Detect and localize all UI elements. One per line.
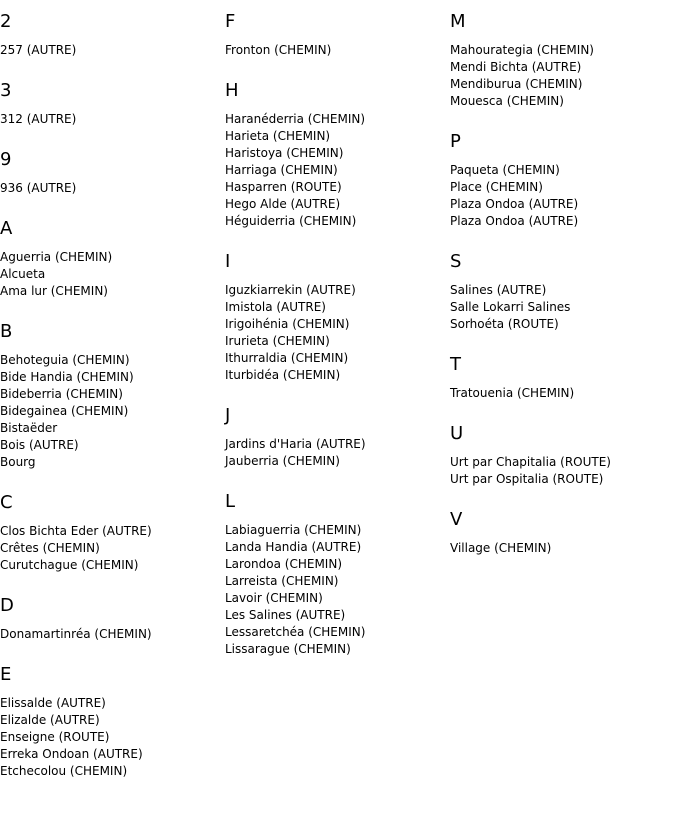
letter-group: [450, 131, 675, 230]
street-item[interactable]: Landa Handia (AUTRE): [225, 540, 362, 554]
street-list: [0, 352, 225, 471]
letter-heading: D: [0, 595, 14, 616]
letter-heading: P: [450, 131, 461, 152]
street-item[interactable]: Mahourategia (CHEMIN): [450, 43, 594, 57]
letter-heading: T: [450, 354, 461, 375]
street-item[interactable]: Ithurraldia (CHEMIN): [225, 351, 349, 365]
street-item[interactable]: Bidegainea (CHEMIN): [0, 404, 129, 418]
street-item[interactable]: Elissalde (AUTRE): [0, 696, 106, 710]
index-column: [450, 0, 675, 557]
street-item[interactable]: Village (CHEMIN): [450, 541, 552, 555]
street-list: [225, 436, 450, 470]
street-item[interactable]: Mendi Bichta (AUTRE): [450, 60, 582, 74]
street-list: [0, 180, 225, 197]
street-item[interactable]: Larreista (CHEMIN): [225, 574, 339, 588]
street-item[interactable]: Salines (AUTRE): [450, 283, 547, 297]
street-item[interactable]: Fronton (CHEMIN): [225, 43, 332, 57]
letter-heading: F: [225, 11, 236, 32]
letter-group: [225, 80, 450, 230]
index-column: [225, 0, 450, 658]
street-item[interactable]: Alcueta: [0, 267, 46, 281]
letter-group: [0, 321, 225, 471]
street-item[interactable]: Hasparren (ROUTE): [225, 180, 342, 194]
letter-group: [0, 664, 225, 780]
street-item[interactable]: Lavoir (CHEMIN): [225, 591, 323, 605]
letter-group: [225, 11, 450, 59]
street-list: [0, 695, 225, 780]
street-list: [450, 162, 675, 230]
street-item[interactable]: Paqueta (CHEMIN): [450, 163, 560, 177]
street-item[interactable]: Haranéderria (CHEMIN): [225, 112, 366, 126]
street-item[interactable]: Mendiburua (CHEMIN): [450, 77, 583, 91]
letter-group: [225, 405, 450, 470]
street-item[interactable]: Lissarague (CHEMIN): [225, 642, 351, 656]
street-item[interactable]: Aguerria (CHEMIN): [0, 250, 113, 264]
street-item[interactable]: Bourg: [0, 455, 36, 469]
letter-group: [450, 11, 675, 110]
street-item[interactable]: Urt par Chapitalia (ROUTE): [450, 455, 611, 469]
letter-heading: 9: [0, 149, 12, 170]
street-item[interactable]: Mouesca (CHEMIN): [450, 94, 564, 108]
letter-heading: M: [450, 11, 466, 32]
street-item[interactable]: Iguzkiarrekin (AUTRE): [225, 283, 356, 297]
letter-group: [225, 491, 450, 658]
letter-heading: 3: [0, 80, 12, 101]
street-item[interactable]: Crêtes (CHEMIN): [0, 541, 100, 555]
index-column: [0, 0, 225, 780]
street-item[interactable]: Jardins d'Haria (AUTRE): [225, 437, 366, 451]
street-item[interactable]: Larondoa (CHEMIN): [225, 557, 342, 571]
letter-group: [0, 149, 225, 197]
street-list: [225, 111, 450, 230]
letter-group: [0, 80, 225, 128]
street-item[interactable]: Etchecolou (CHEMIN): [0, 764, 128, 778]
street-item[interactable]: Erreka Ondoan (AUTRE): [0, 747, 143, 761]
street-item[interactable]: Tratouenia (CHEMIN): [450, 386, 575, 400]
street-item[interactable]: Bideberria (CHEMIN): [0, 387, 123, 401]
letter-group: [0, 218, 225, 300]
street-item[interactable]: Ama lur (CHEMIN): [0, 284, 108, 298]
letter-heading: I: [225, 251, 231, 272]
street-item[interactable]: Behoteguia (CHEMIN): [0, 353, 130, 367]
street-item[interactable]: Irigoihénia (CHEMIN): [225, 317, 350, 331]
letter-group: [450, 251, 675, 333]
street-list: [0, 523, 225, 574]
street-item[interactable]: Bois (AUTRE): [0, 438, 79, 452]
street-list: [0, 42, 225, 59]
street-item[interactable]: 257 (AUTRE): [0, 43, 77, 57]
street-list: [225, 282, 450, 384]
street-item[interactable]: Harieta (CHEMIN): [225, 129, 331, 143]
street-item[interactable]: Labiaguerria (CHEMIN): [225, 523, 362, 537]
street-item[interactable]: Haristoya (CHEMIN): [225, 146, 344, 160]
street-item[interactable]: Bide Handia (CHEMIN): [0, 370, 134, 384]
letter-heading: C: [0, 492, 13, 513]
letter-group: [0, 595, 225, 643]
street-item[interactable]: Donamartinréa (CHEMIN): [0, 627, 152, 641]
street-list: [0, 249, 225, 300]
street-item[interactable]: Les Salines (AUTRE): [225, 608, 346, 622]
letter-group: [450, 354, 675, 402]
street-item[interactable]: Curutchague (CHEMIN): [0, 558, 139, 572]
street-item[interactable]: Héguiderria (CHEMIN): [225, 214, 357, 228]
street-item[interactable]: Iturbidéa (CHEMIN): [225, 368, 341, 382]
street-item[interactable]: Jauberria (CHEMIN): [225, 454, 340, 468]
letter-group: [225, 251, 450, 384]
street-list: [225, 42, 450, 59]
letter-heading: B: [0, 321, 13, 342]
street-list: [225, 522, 450, 658]
street-item[interactable]: Sorhoéta (ROUTE): [450, 317, 559, 331]
street-item[interactable]: Harriaga (CHEMIN): [225, 163, 338, 177]
street-item[interactable]: Irurieta (CHEMIN): [225, 334, 330, 348]
letter-heading: E: [0, 664, 12, 685]
letter-heading: L: [225, 491, 236, 512]
letter-group: [0, 11, 225, 59]
letter-heading: U: [450, 423, 464, 444]
street-item[interactable]: Plaza Ondoa (AUTRE): [450, 197, 579, 211]
letter-heading: S: [450, 251, 462, 272]
street-item[interactable]: Elizalde (AUTRE): [0, 713, 100, 727]
letter-group: [450, 423, 675, 488]
street-item[interactable]: Bistaëder: [0, 421, 58, 435]
letter-group: [450, 509, 675, 557]
street-list: [450, 282, 675, 333]
street-list: [450, 42, 675, 110]
street-item[interactable]: Enseigne (ROUTE): [0, 730, 110, 744]
street-item[interactable]: 312 (AUTRE): [0, 112, 77, 126]
street-item[interactable]: Plaza Ondoa (AUTRE): [450, 214, 579, 228]
letter-heading: A: [0, 218, 13, 239]
street-item[interactable]: Place (CHEMIN): [450, 180, 543, 194]
street-list: [0, 111, 225, 128]
street-item[interactable]: Urt par Ospitalia (ROUTE): [450, 472, 604, 486]
street-item[interactable]: 936 (AUTRE): [0, 181, 77, 195]
street-list: [450, 540, 675, 557]
street-list: [0, 626, 225, 643]
street-item[interactable]: Imistola (AUTRE): [225, 300, 326, 314]
letter-group: [0, 492, 225, 574]
street-item[interactable]: Salle Lokarri Salines: [450, 300, 571, 314]
letter-heading: H: [225, 80, 239, 101]
street-item[interactable]: Hego Alde (AUTRE): [225, 197, 341, 211]
street-list: [450, 454, 675, 488]
letter-heading: 2: [0, 11, 12, 32]
street-item[interactable]: Clos Bichta Eder (AUTRE): [0, 524, 152, 538]
letter-heading: V: [450, 509, 463, 530]
street-item[interactable]: Lessaretchéa (CHEMIN): [225, 625, 366, 639]
letter-heading: J: [225, 405, 231, 426]
street-list: [450, 385, 675, 402]
